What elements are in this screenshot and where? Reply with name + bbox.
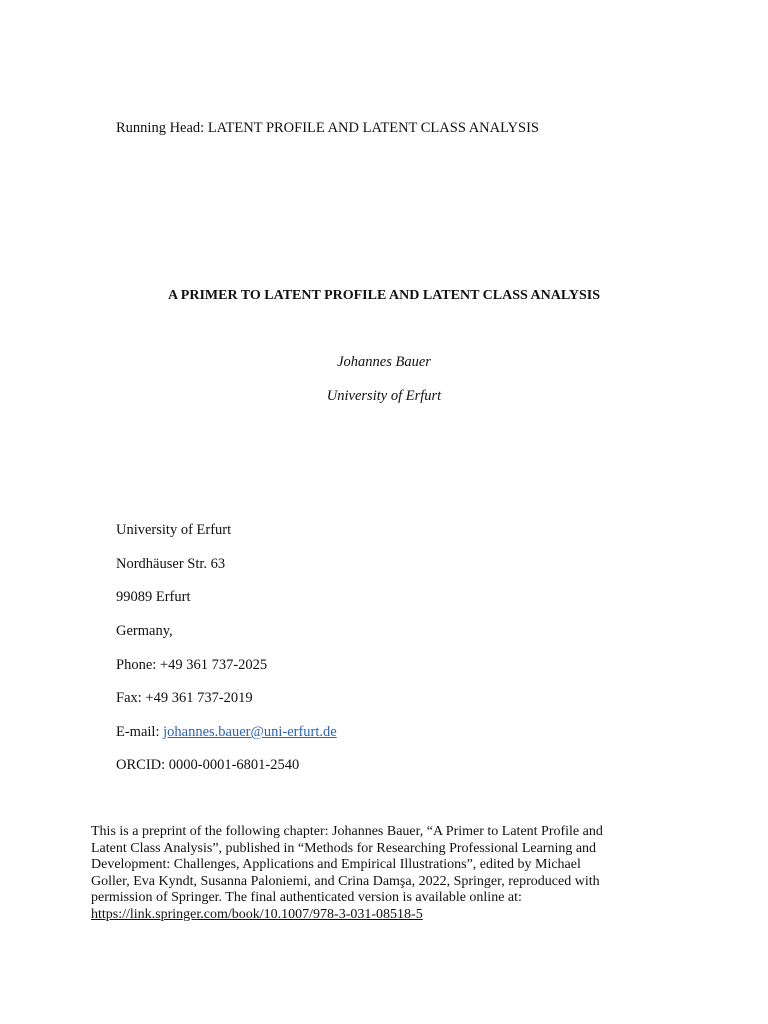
paper-title: A PRIMER TO LATENT PROFILE AND LATENT CLASS ANALYSIS — [167, 288, 601, 303]
address-orcid: ORCID: 0000-0001-6801-2540 — [116, 757, 300, 773]
address-institution: University of Erfurt — [116, 522, 232, 538]
address-street: Nordhäuser Str. 63 — [116, 556, 226, 572]
author-affiliation: University of Erfurt — [326, 388, 442, 404]
address-phone: Phone: +49 361 737-2025 — [116, 657, 268, 673]
preprint-note-line: Goller, Eva Kyndt, Susanna Paloniemi, and Crina Damşa, 2022, Springer, reproduced with — [91, 873, 600, 889]
preprint-note-line: This is a preprint of the following chapter: Johannes Bauer, “A Primer to Latent Profile and — [91, 824, 603, 839]
address-fax: Fax: +49 361 737-2019 — [116, 690, 253, 706]
springer-link[interactable]: https://link.springer.com/book/10.1007/978-3-031-08518-5 — [91, 906, 423, 922]
address-email-line — [116, 723, 337, 741]
preprint-note-line: permission of Springer. The final authenticated version is available online at: — [91, 890, 522, 905]
running-head: Running Head: LATENT PROFILE AND LATENT CLASS ANALYSIS — [116, 120, 539, 136]
preprint-note-line: Development: Challenges, Applications and Empirical Illustrations”, edited by Michael — [91, 857, 581, 872]
email-label: E-mail: — [116, 724, 164, 740]
author-name: Johannes Bauer — [337, 354, 431, 370]
preprint-note-line: Latent Class Analysis”, published in “Methods for Researching Professional Learning and — [91, 840, 597, 856]
address-city: 99089 Erfurt — [116, 589, 191, 605]
email-link[interactable]: johannes.bauer@uni-erfurt.de — [163, 724, 337, 740]
address-country: Germany, — [116, 623, 173, 639]
preprint-note — [91, 824, 671, 923]
